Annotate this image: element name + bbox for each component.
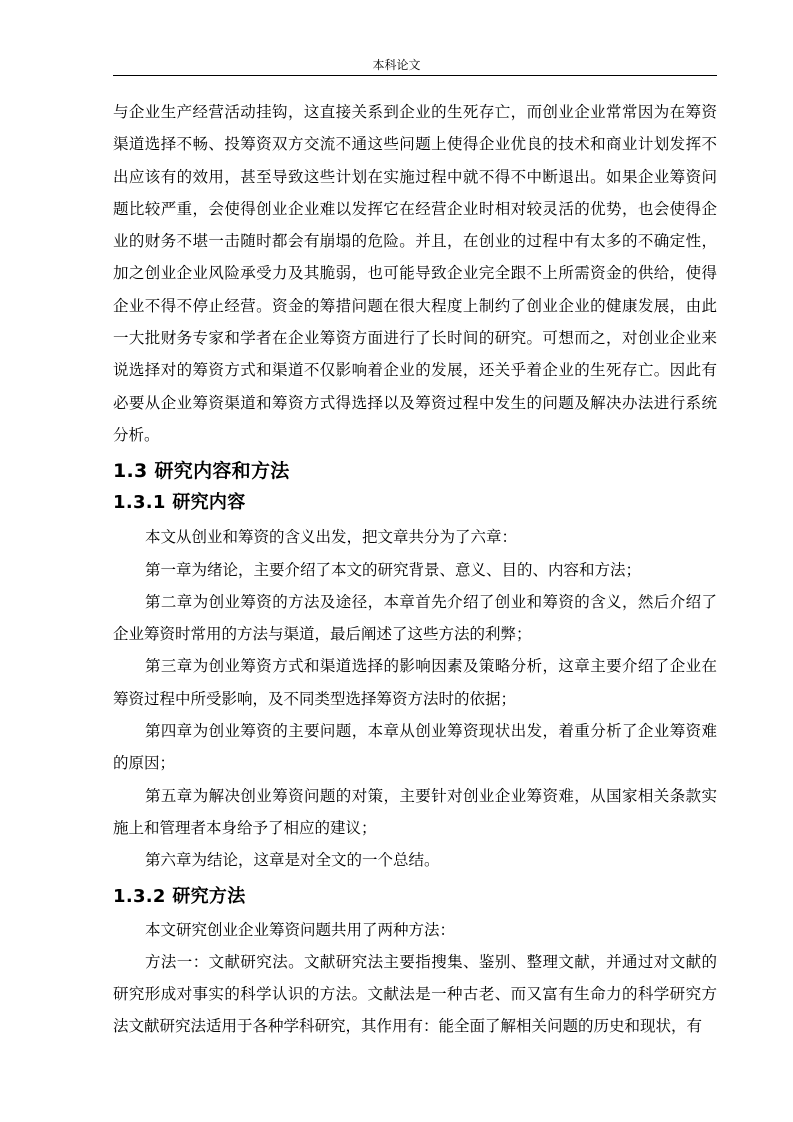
header-rule xyxy=(113,75,717,76)
paragraph-chapter-6: 第六章为结论，这章是对全文的一个总结。 xyxy=(145,851,440,870)
paragraph-chapter-3: 第三章为创业筹资方式和渠道选择的影响因素及策略分析，这章主要介绍了企业在筹资过程中所受影响，及不同类型选择筹资方法时的依据； xyxy=(113,657,717,708)
document-body xyxy=(113,96,717,1043)
paragraph-continuation: 与企业生产经营活动挂钩，这直接关系到企业的生死存亡，而创业企业常常因为在筹资渠道选择不畅、投筹资双方交流不通这些问题上使得企业优良的技术和商业计划发挥不出应该有的效用，甚至导致这些计划在实施过程中就不得不中断退出。如果企业筹资问题比较严重，会使得创业企业难以发挥它在经营企业时相对较灵活的优势，也会使得企业的财务不堪一击随时都会有崩塌的危险。并且，在创业的过程中有太多的不确定性，加之创业企业风险承受力及其脆弱，也可能导致企业完全跟不上所需资金的供给，使得企业不得不停止经营。资金的筹措问题在很大程度上制约了创业企业的健康发展，由此一大批财务专家和学者在企业筹资方面进行了长时间的研究。可想而之，对创业企业来说选择对的筹资方式和渠道不仅影响着企业的发展，还关乎着企业的生死存亡。因此有必要从企业筹资渠道和筹资方式得选择以及筹资过程中发生的问题及解决办法进行系统分析。 xyxy=(113,103,717,444)
running-header: 本科论文 xyxy=(372,58,421,72)
section-heading-1-3: 1.3 研究内容和方法 xyxy=(113,460,290,483)
section-heading-1-3-1: 1.3.1 研究内容 xyxy=(113,492,246,514)
paragraph-chapter-4: 第四章为创业筹资的主要问题，本章从创业筹资现状出发，着重分析了企业筹资难的原因； xyxy=(113,722,717,773)
paragraph-intro: 本文从创业和筹资的含义出发，把文章共分为了六章： xyxy=(145,528,518,547)
paragraph-method-1: 方法一：文献研究法。文献研究法主要指搜集、鉴别、整理文献，并通过对文献的研究形成对事实的科学认识的方法。文献法是一种古老、而又富有生命力的科学研究方法文献研究法适用于各种学科研究，其作用有：能全面了解相关问题的历史和现状，有 xyxy=(113,952,717,1036)
paragraph-chapter-1: 第一章为绪论，主要介绍了本文的研究背景、意义、目的、内容和方法； xyxy=(145,560,642,579)
paragraph-chapter-2: 第二章为创业筹资的方法及途径，本章首先介绍了创业和筹资的含义，然后介绍了企业筹资时常用的方法与渠道，最后阐述了这些方法的利弊； xyxy=(113,592,717,644)
section-heading-1-3-2: 1.3.2 研究方法 xyxy=(113,885,246,907)
paragraph-chapter-5: 第五章为解决创业筹资问题的对策，主要针对创业企业筹资难，从国家相关条款实施上和管理者本身给予了相应的建议； xyxy=(113,786,717,837)
paragraph-methods-intro: 本文研究创业企业筹资问题共用了两种方法： xyxy=(145,920,456,939)
